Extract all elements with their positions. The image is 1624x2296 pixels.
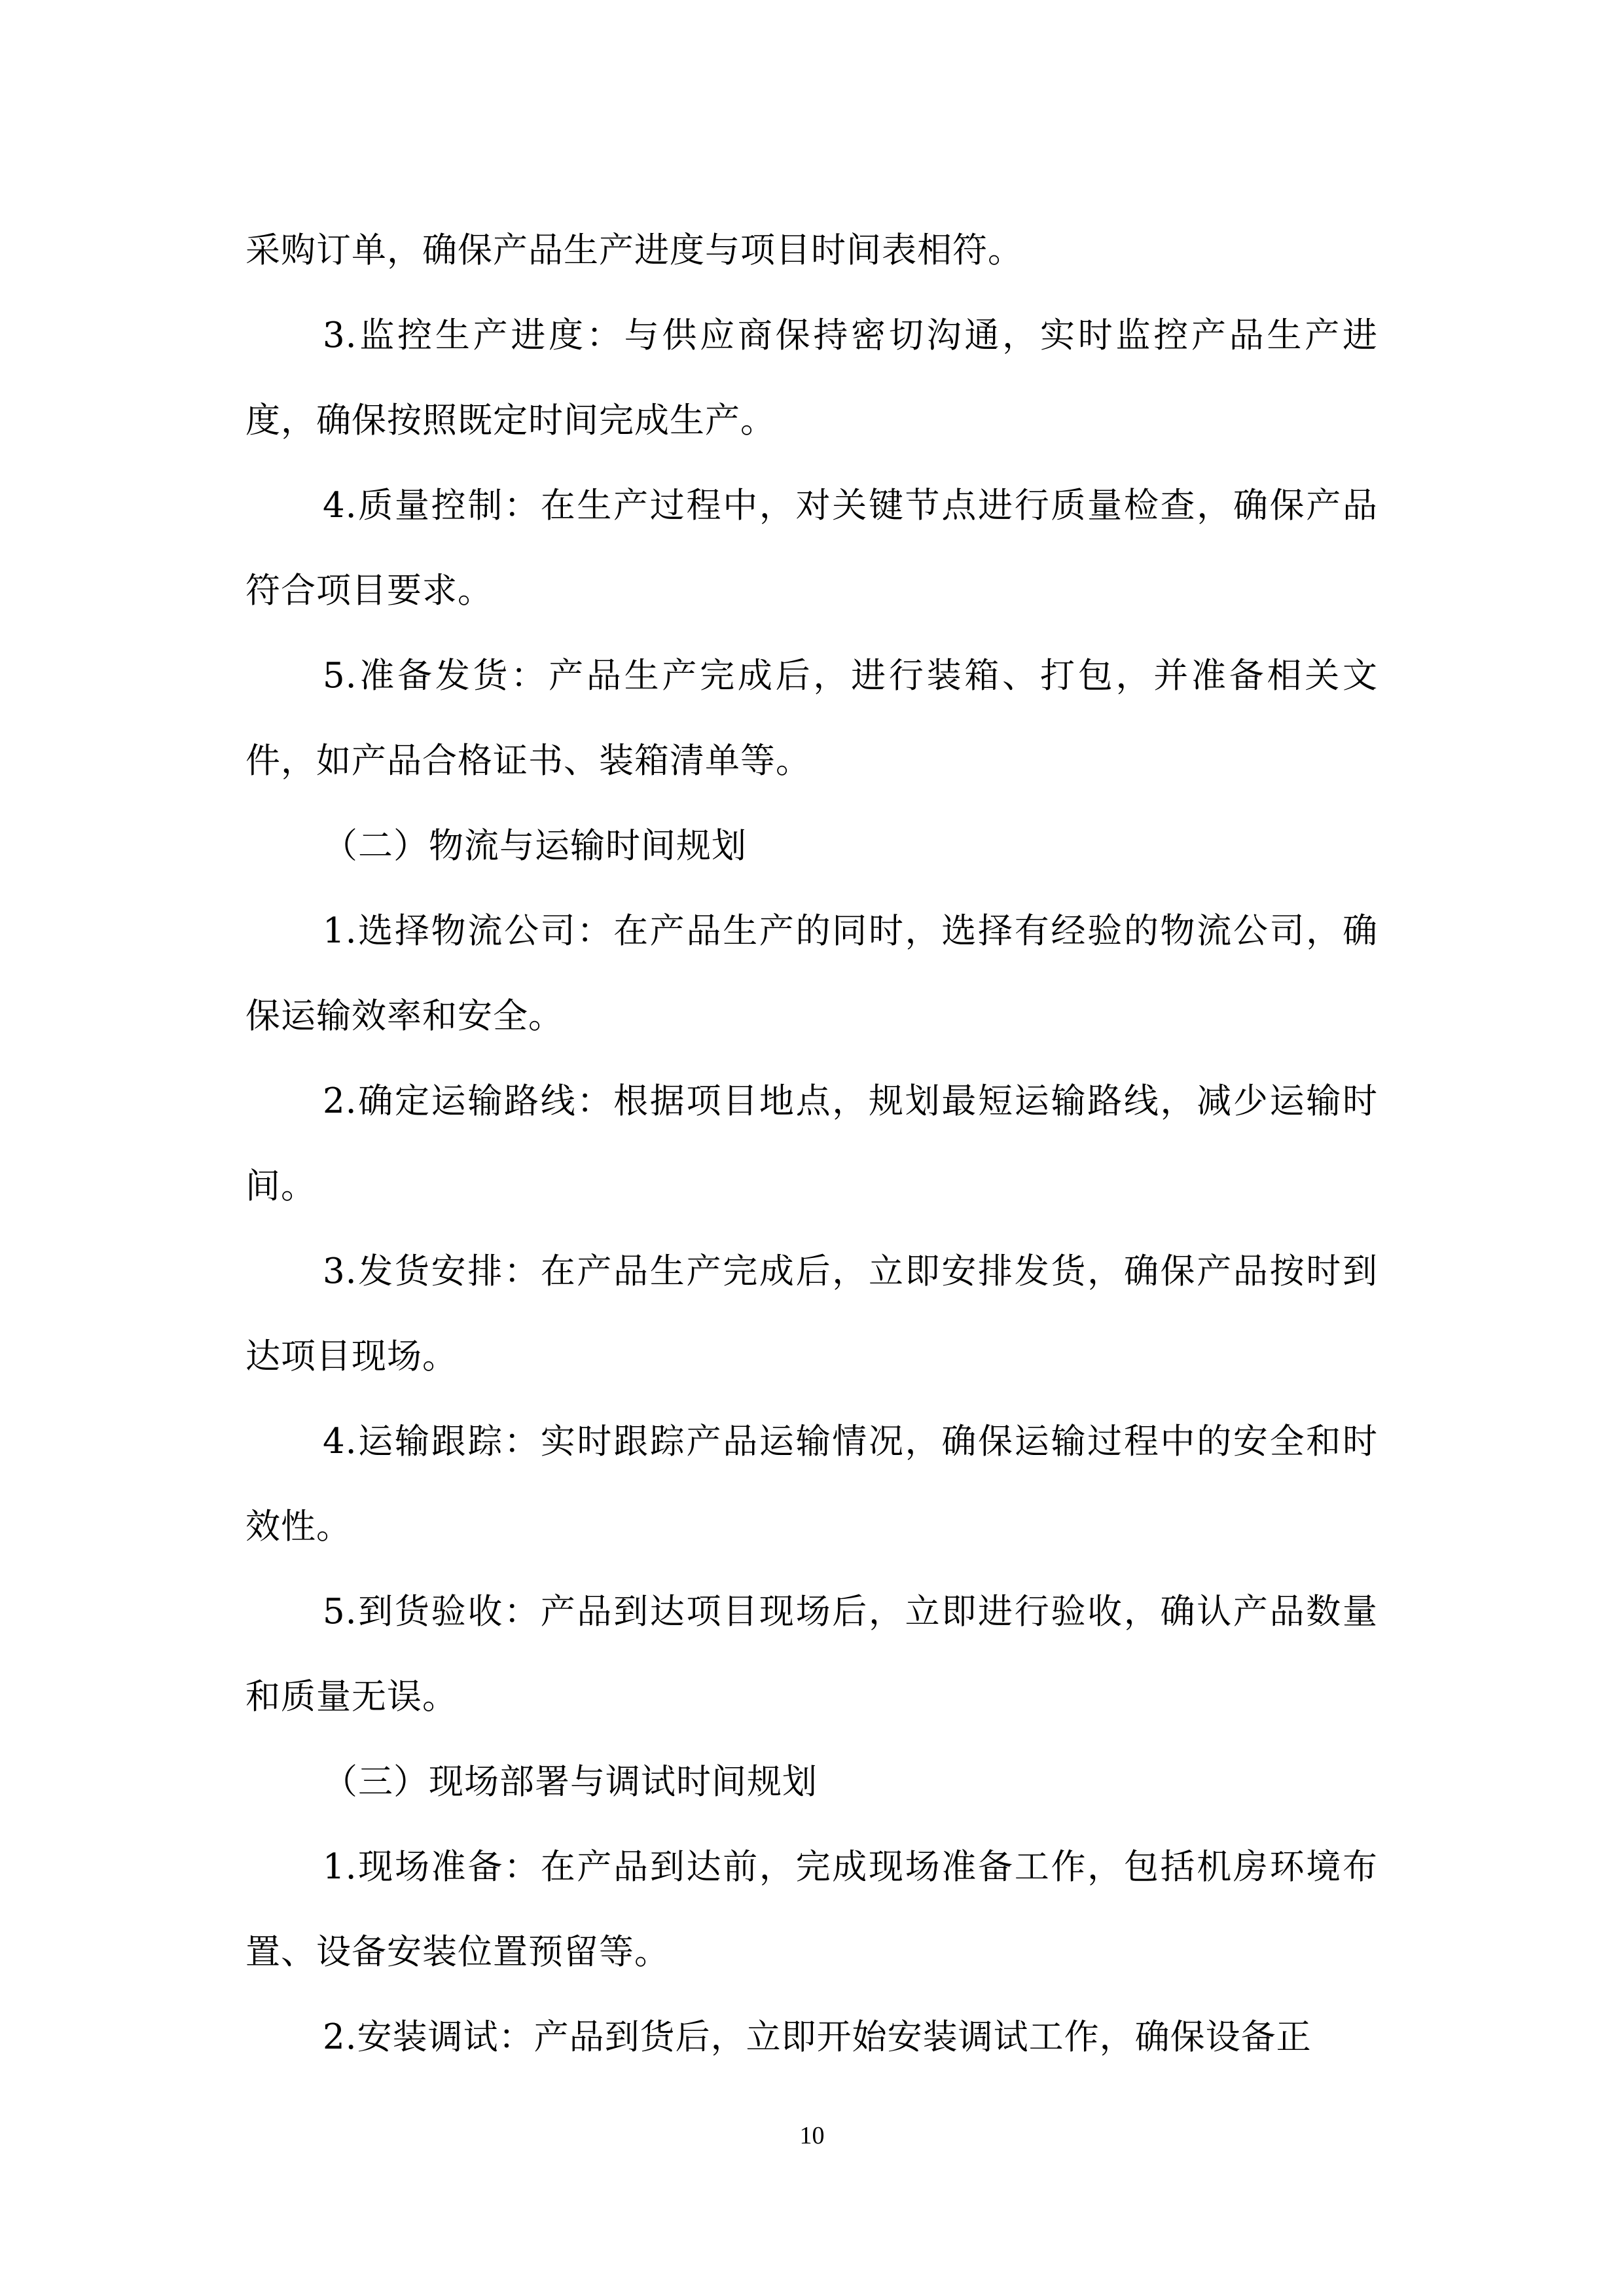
paragraph-arrival-inspection: 5.到货验收：产品到达项目现场后，立即进行验收，确认产品数量和质量无误。 — [245, 1592, 1378, 1717]
paragraph-choose-logistics: 1.选择物流公司：在产品生产的同时，选择有经验的物流公司，确保运输效率和安全。 — [245, 911, 1378, 1036]
paragraph-monitor-production: 3.监控生产进度：与供应商保持密切沟通，实时监控产品生产进度，确保按照既定时间完成生产。 — [245, 315, 1378, 440]
paragraph-continuation: 采购订单，确保产品生产进度与项目时间表相符。 — [245, 230, 1023, 270]
paragraph-route-planning: 2.确定运输路线：根据项目地点，规划最短运输路线，减少运输时间。 — [245, 1081, 1378, 1206]
paragraph-installation-debug: 2.安装调试：产品到货后，立即开始安装调试工作，确保设备正 — [323, 2017, 1312, 2057]
page-number: 10 — [799, 2122, 825, 2149]
section-heading-deployment: （三）现场部署与调试时间规划 — [323, 1762, 818, 1802]
paragraph-site-preparation: 1.现场准备：在产品到达前，完成现场准备工作，包括机房环境布置、设备安装位置预留等。 — [245, 1847, 1378, 1972]
body-text — [245, 208, 1378, 2080]
paragraph-transport-tracking: 4.运输跟踪：实时跟踪产品运输情况，确保运输过程中的安全和时效性。 — [245, 1422, 1378, 1547]
section-heading-logistics: （二）物流与运输时间规划 — [323, 826, 747, 866]
paragraph-prepare-shipment: 5.准备发货：产品生产完成后，进行装箱、打包，并准备相关文件，如产品合格证书、装箱清单等。 — [245, 656, 1378, 781]
paragraph-quality-control: 4.质量控制：在生产过程中，对关键节点进行质量检查，确保产品符合项目要求。 — [245, 486, 1378, 611]
paragraph-shipping-arrangement: 3.发货安排：在产品生产完成后，立即安排发货，确保产品按时到达项目现场。 — [245, 1251, 1378, 1376]
